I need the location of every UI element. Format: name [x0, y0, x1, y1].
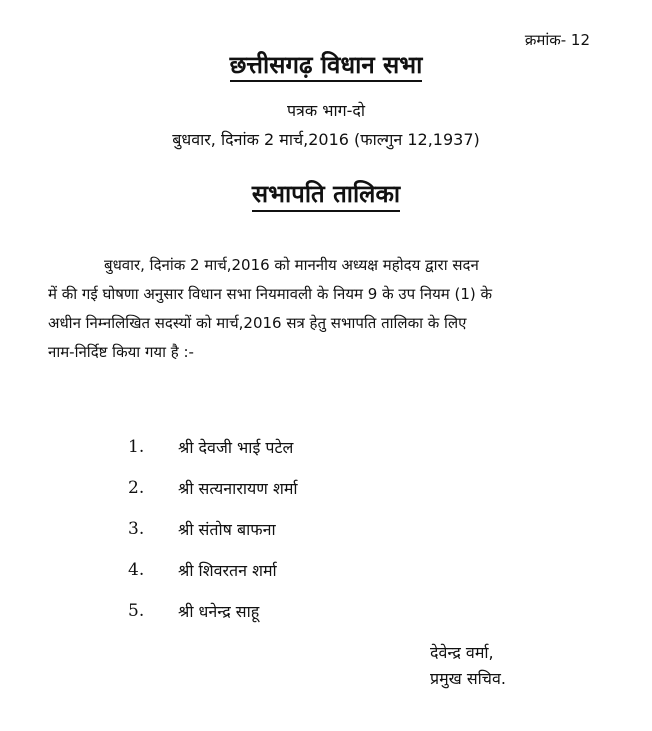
- member-name: श्री संतोष बाफना: [178, 519, 276, 539]
- section-heading-text: सभापति तालिका: [252, 180, 400, 212]
- paragraph-line: नाम-निर्दिष्ट किया गया है :-: [48, 343, 194, 361]
- member-item: [128, 426, 298, 467]
- paragraph-line: अधीन निम्नलिखित सदस्यों को मार्च,2016 सत्र हेतु सभापति तालिका के लिए: [48, 314, 467, 332]
- member-number: 5.: [128, 600, 145, 621]
- member-item: [128, 590, 298, 631]
- member-item: [128, 467, 298, 508]
- signatory-designation: प्रमुख सचिव.: [430, 669, 506, 688]
- date-line: बुधवार, दिनांक 2 मार्च,2016 (फाल्गुन 12,1937): [172, 130, 480, 149]
- document-title-text: छत्तीसगढ़ विधान सभा: [230, 51, 423, 82]
- member-name: श्री देवजी भाई पटेल: [178, 437, 294, 457]
- member-number: 1.: [128, 436, 145, 457]
- member-item: [128, 508, 298, 549]
- paragraph-line: बुधवार, दिनांक 2 मार्च,2016 को माननीय अध्यक्ष महोदय द्वारा सदन: [104, 256, 479, 274]
- document-subtitle: पत्रक भाग-दो: [286, 101, 366, 120]
- section-heading: [0, 177, 652, 210]
- member-item: [128, 549, 298, 590]
- member-name: श्री धनेन्द्र साहू: [178, 601, 260, 621]
- serial-number: क्रमांक- 12: [524, 31, 590, 49]
- announcement-paragraph: [48, 251, 616, 367]
- signatory-name: देवेन्द्र वर्मा,: [430, 643, 494, 662]
- member-number: 3.: [128, 518, 145, 539]
- member-name: श्री शिवरतन शर्मा: [178, 560, 277, 580]
- member-list: [128, 426, 298, 631]
- member-number: 2.: [128, 477, 145, 498]
- member-number: 4.: [128, 559, 145, 580]
- document-title: [0, 48, 652, 81]
- signature-block: [430, 640, 506, 692]
- member-name: श्री सत्यनारायण शर्मा: [178, 478, 298, 498]
- paragraph-line: में की गई घोषणा अनुसार विधान सभा नियमावली के नियम 9 के उप नियम (1) के: [48, 285, 493, 303]
